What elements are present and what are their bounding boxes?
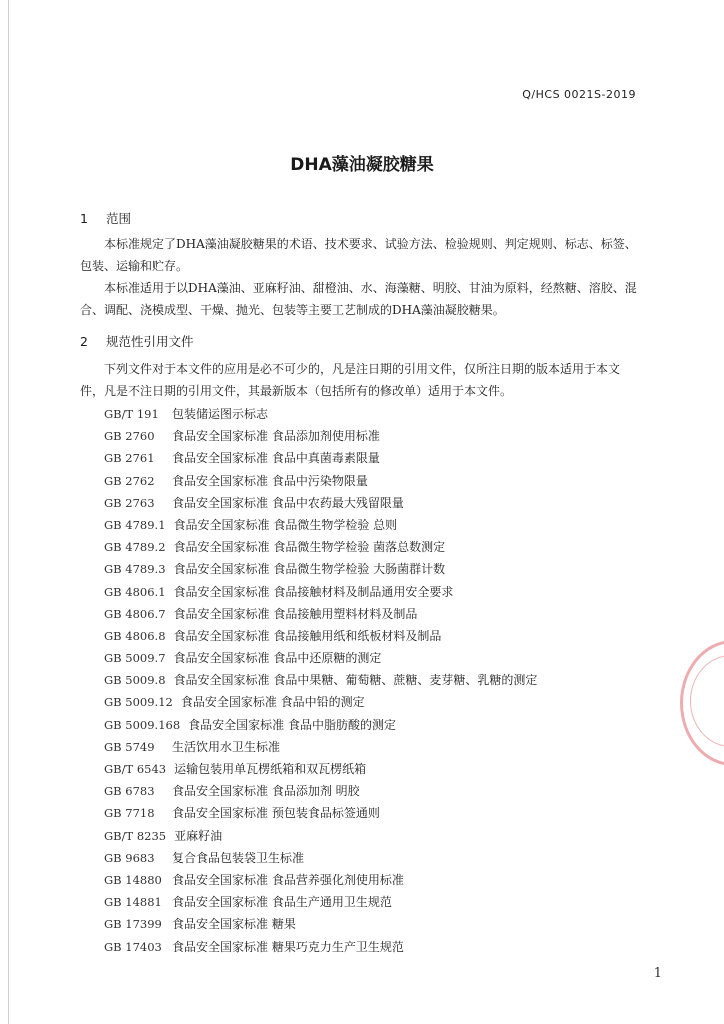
reference-code: GB 9683 [104,850,155,865]
reference-title: 复合食品包装袋卫生标准 [172,850,305,865]
document-code: Q/HCS 0021S-2019 [522,88,636,101]
reference-item [104,936,537,958]
reference-code: GB 4789.1 [104,517,166,532]
reference-code: GB 4806.8 [104,628,166,643]
reference-item [104,403,537,425]
reference-item [104,425,537,447]
reference-item [104,802,537,824]
reference-code: GB 7718 [104,806,155,821]
reference-title: 食品安全国家标准 食品接触用塑料材料及制品 [173,606,418,621]
reference-title: 食品安全国家标准 食品微生物学检验 菌落总数测定 [173,540,446,555]
reference-code: GB 4789.2 [104,540,166,555]
reference-code: GB 2763 [104,495,155,510]
reference-item [104,581,537,603]
reference-code: GB/T 8235 [104,828,167,843]
reference-title: 食品安全国家标准 食品营养强化剂使用标准 [172,872,404,887]
reference-title: 食品安全国家标准 食品接触材料及制品通用安全要求 [173,584,454,599]
reference-code: GB 17403 [104,939,162,954]
reference-code: GB 14880 [104,872,162,887]
reference-title: 食品安全国家标准 预包装食品标签通则 [172,806,380,821]
reference-title: 食品安全国家标准 糖果巧克力生产卫生规范 [172,939,404,954]
reference-title: 食品安全国家标准 食品生产通用卫生规范 [172,895,392,910]
reference-code: GB 17399 [104,917,162,932]
reference-item [104,603,537,625]
reference-title: 食品安全国家标准 食品接触用纸和纸板材料及制品 [173,628,442,643]
reference-code: GB 4789.3 [104,562,166,577]
reference-title: 生活饮用水卫生标准 [172,739,281,754]
section-1-heading [80,209,131,227]
reference-item [104,536,537,558]
section-2-title: 规范性引用文件 [105,334,194,349]
reference-item [104,625,537,647]
reference-title: 食品安全国家标准 食品中脂肪酸的测定 [188,717,396,732]
reference-code: GB 14881 [104,895,162,910]
reference-title: 食品安全国家标准 食品中还原糖的测定 [173,651,382,666]
page-number: 1 [653,966,662,981]
reference-title: 食品安全国家标准 食品中农药最大残留限量 [172,495,404,510]
section-2-intro: 下列文件对于本文件的应用是必不可少的，凡是注日期的引用文件，仅所注日期的版本适用于本文件，凡是不注日期的引用文件，其最新版本（包括所有的修改单）适用于本文件。 [80,362,621,398]
reference-title: 食品安全国家标准 食品中果糖、葡萄糖、蔗糖、麦芽糖、乳糖的测定 [173,673,538,688]
section-2-heading [80,332,194,350]
reference-item [104,847,537,869]
reference-title: 食品安全国家标准 食品中污染物限量 [172,473,368,488]
reference-title: 包装储运图示标志 [172,407,269,421]
reference-code: GB 5009.12 [104,695,173,710]
reference-code: GB 2761 [104,451,155,466]
reference-code: GB 4806.1 [104,584,166,599]
reference-item [104,470,537,492]
reference-item [104,514,537,536]
section-1-paragraph-2: 本标准适用于以DHA藻油、亚麻籽油、甜橙油、水、海藻糖、明胶、甘油为原料，经熬糖、溶胶、混合、调配、浇模成型、干燥、抛光、包装等主要工艺制成的DHA藻油凝胶糖果。 [80,281,637,317]
reference-code: GB/T 6543 [104,762,167,776]
reference-code: GB 5749 [104,739,155,754]
section-1-title: 范围 [105,211,131,226]
reference-item [104,647,537,669]
reference-code: GB 2762 [104,473,155,488]
reference-code: GB 6783 [104,784,155,799]
reference-item [104,913,537,935]
reference-code: GB 5009.7 [104,651,166,666]
reference-title: 食品安全国家标准 食品微生物学检验 总则 [173,517,398,532]
reference-code: GB 5009.168 [104,717,181,732]
reference-item [104,891,537,913]
section-2-number: 2 [80,334,88,349]
reference-title: 食品安全国家标准 食品中铅的测定 [180,695,365,710]
reference-code: GB 2760 [104,429,155,444]
reference-item [104,780,537,802]
reference-list [104,403,537,958]
reference-title: 食品安全国家标准 食品添加剂 明胶 [172,784,360,799]
reference-item [104,825,537,847]
reference-item [104,558,537,580]
reference-title: 亚麻籽油 [174,828,223,843]
reference-title: 食品安全国家标准 食品中真菌毒素限量 [172,451,380,466]
reference-item [104,714,537,736]
section-1-paragraph-1: 本标准规定了DHA藻油凝胶糖果的术语、技术要求、试验方法、检验规则、判定规则、标志、标签、包装、运输和贮存。 [80,237,637,273]
reference-code: GB 4806.7 [104,606,166,621]
reference-item [104,758,537,780]
reference-title: 食品安全国家标准 糖果 [172,917,296,932]
reference-item [104,492,537,514]
reference-item [104,869,537,891]
reference-title: 食品安全国家标准 食品添加剂使用标准 [172,429,380,444]
reference-item [104,736,537,758]
reference-code: GB 5009.8 [104,673,166,688]
section-1-number: 1 [80,211,88,226]
reference-title: 食品安全国家标准 食品微生物学检验 大肠菌群计数 [173,562,446,577]
page-title: DHA藻油凝胶糖果 [290,155,434,175]
reference-item [104,669,537,691]
reference-item [104,691,537,713]
reference-title: 运输包装用单瓦楞纸箱和双瓦楞纸箱 [174,762,367,776]
reference-item [104,447,537,469]
reference-code: GB/T 191 [104,407,159,421]
